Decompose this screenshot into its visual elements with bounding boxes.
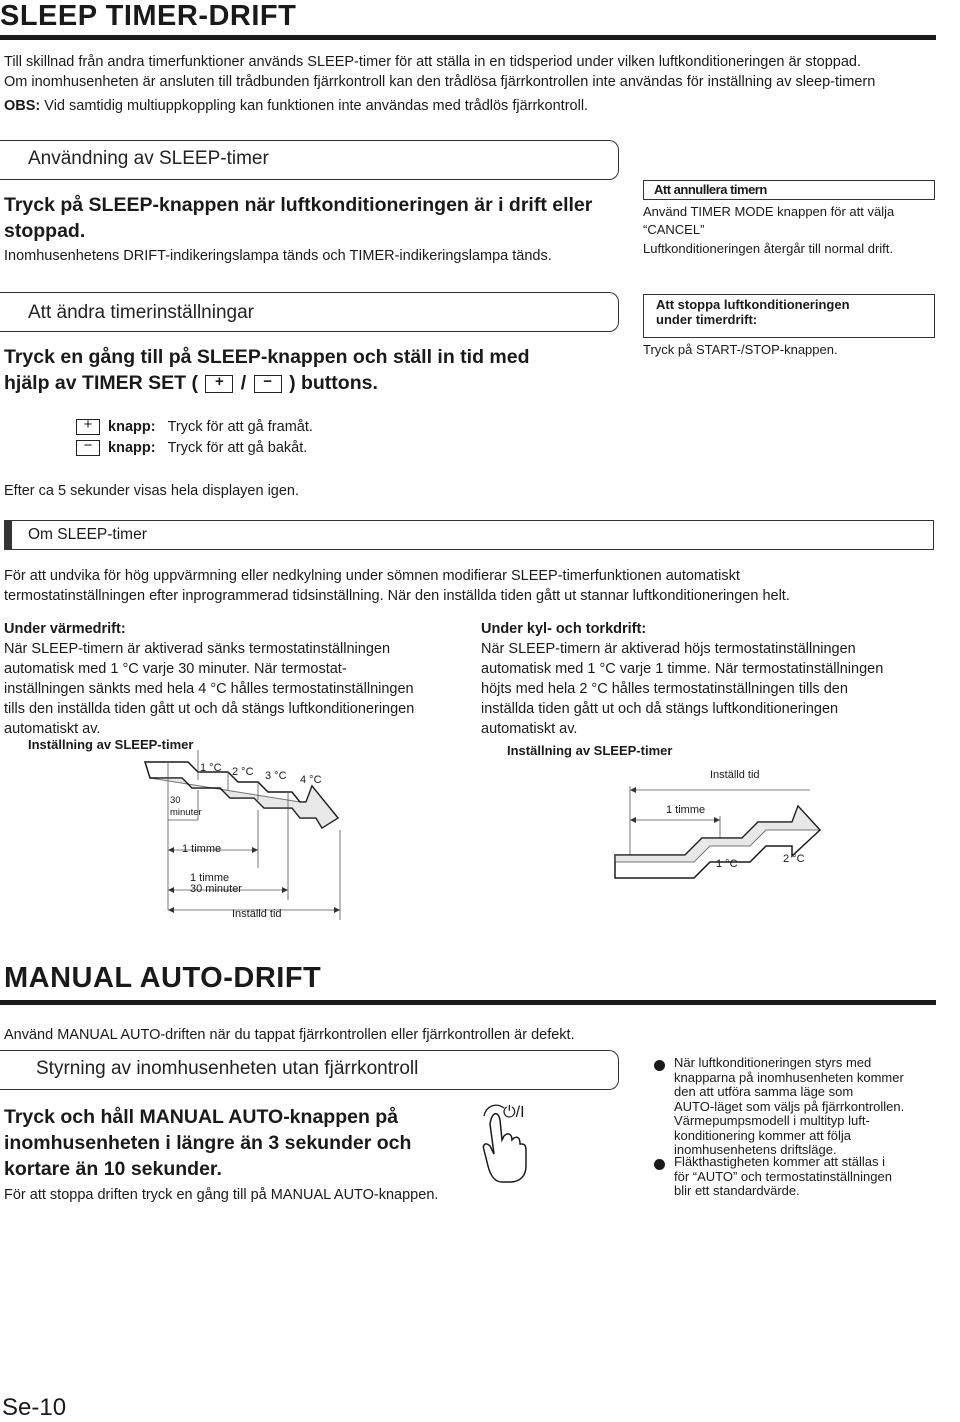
intro-line-2: Om inomhusenheten är ansluten till trådbunden fjärrkontroll kan den trådlösa fjärrkontrollen inte användas för inställning av sleep-timern (4, 74, 876, 90)
manual-instruction (4, 1104, 474, 1182)
bullet-line: Fläkthastigheten kommer att ställas i (674, 1154, 885, 1169)
power-button-icon: ⏻/I (503, 1104, 525, 1121)
usage-title: Användning av SLEEP-timer (28, 148, 269, 169)
change-instruction-1: Tryck en gång till på SLEEP-knappen och ställ in tid med (4, 346, 530, 368)
change-instruction-2b: / (240, 372, 247, 394)
cool-title: Under kyl- och torkdrift: (481, 621, 647, 637)
bullet-line: knapparna på inomhusenheten kommer (674, 1069, 904, 1085)
about-text-2: termostatinställningen efter inprogrammerad tidsinställning. När den inställda tiden gått ut stannar luftkonditioneringen helt. (4, 588, 790, 604)
bullet-line: Värmepumpsmodell i multityp luft- (674, 1113, 870, 1128)
bullet-icon (654, 1159, 665, 1170)
minus-key-desc: Tryck för att gå bakåt. (167, 440, 308, 456)
heat-30min-unit: minuter (170, 807, 202, 818)
manual-stop-text: För att stoppa driften tryck en gång till på MANUAL AUTO-knappen. (4, 1187, 439, 1203)
change-instruction-2c: ) buttons. (289, 372, 378, 394)
manual-instruction-line: inomhusenheten i längre än 3 sekunder och (4, 1132, 412, 1154)
heat-diagram-title: Inställning av SLEEP-timer (28, 737, 194, 752)
cool-line: inställda tiden gått ut och då stängs luftkonditioneringen (481, 701, 839, 717)
heat-text (4, 639, 474, 739)
obs-label: OBS: (4, 98, 41, 114)
stop-title-1: Att stoppa luftkonditioneringen (656, 297, 850, 312)
cancel-title-box (643, 180, 935, 200)
after-text: Efter ca 5 sekunder visas hela displayen igen. (4, 483, 300, 499)
heat-1h30-a: 1 timme (190, 872, 230, 884)
heat-temp-2: 2 °C (232, 766, 254, 778)
bullet-line: för “AUTO” och termostatinställningen (674, 1168, 892, 1184)
heat-line: När SLEEP-timern är aktiverad sänks termostatinställningen (4, 641, 391, 657)
heat-line: automatisk med 1 °C varje 30 minuter. När termostat- (4, 661, 347, 677)
about-text-1: För att undvika för hög uppvärmning eller nedkylning under sömnen modifierar SLEEP-timerfunktionen automatiskt (4, 568, 740, 584)
change-instruction-2 (4, 370, 378, 396)
cool-diagram-title: Inställning av SLEEP-timer (507, 743, 673, 758)
heat-1h30-b: 30 minuter (190, 883, 242, 895)
manual-bullet-1 (674, 1056, 904, 1158)
bullet-icon (654, 1060, 665, 1071)
heat-line: automatiskt av. (4, 721, 101, 737)
minus-key-row (76, 438, 307, 458)
cool-line: När SLEEP-timern är aktiverad höjs termostatinställningen (481, 641, 856, 657)
page-title: SLEEP TIMER-DRIFT (0, 0, 297, 32)
plus-key-icon: + (76, 419, 100, 435)
heat-30min (170, 795, 202, 819)
heat-1h30 (190, 873, 242, 895)
manual-box-title: Styrning av inomhusenheten utan fjärrkontroll (36, 1058, 419, 1079)
heat-line: tills den inställda tiden gått ut och då stängs luftkonditioneringen (4, 701, 415, 717)
page-number: Se-10 (2, 1394, 67, 1421)
bullet-line: konditionering kommer att följa (674, 1127, 852, 1143)
manual-instruction-line: Tryck och håll MANUAL AUTO-knappen på (4, 1106, 399, 1128)
heat-30min-num: 30 (170, 795, 181, 806)
cool-temp-1: 1 °C (716, 858, 738, 870)
cool-1h: 1 timme (666, 804, 706, 816)
minus-key-icon: − (254, 375, 282, 393)
plus-key-desc: Tryck för att gå framåt. (167, 419, 313, 435)
usage-instruction: Tryck på SLEEP-knappen när luftkonditioneringen är i drift eller stoppad. (4, 194, 593, 242)
intro-line-1: Till skillnad från andra timerfunktioner används SLEEP-timer för att ställa in en tidsperiod under vilken luftkonditioneringen är stoppad. (4, 54, 862, 70)
cool-set-time: Inställd tid (710, 769, 760, 781)
plus-key-label: knapp: (108, 419, 156, 435)
plus-key-row (76, 417, 313, 437)
manual-title: MANUAL AUTO-DRIFT (4, 962, 322, 994)
cancel-text-2: Luftkonditioneringen återgår till normal drift. (643, 241, 894, 256)
stop-text: Tryck på START-/STOP-knappen. (643, 342, 838, 357)
stop-title-2: under timerdrift: (656, 312, 758, 327)
plus-key-icon: + (205, 375, 233, 393)
obs-text: Vid samtidig multiuppkoppling kan funktionen inte användas med trådlös fjärrkontroll. (44, 98, 589, 114)
bullet-line: När luftkonditioneringen styrs med (674, 1055, 872, 1070)
bullet-line: den att utföra samma läge som (674, 1084, 854, 1099)
cancel-text-1: Använd TIMER MODE knappen för att välja “CANCEL” (643, 204, 895, 237)
manual-instruction-line: kortare än 10 sekunder. (4, 1158, 222, 1180)
change-title: Att ändra timerinställningar (28, 302, 254, 323)
cool-line: höjts med hela 2 °C hålles termostatinställningen tills den (481, 681, 848, 697)
heat-set-time: Inställd tid (232, 908, 282, 920)
heat-1h: 1 timme (182, 843, 222, 855)
cool-line: automatisk med 1 °C varje 1 timme. När termostatinställningen (481, 661, 884, 677)
manual-bullet-2 (674, 1155, 892, 1199)
bullet-line: inomhusenhetens driftsläge. (674, 1142, 837, 1157)
heat-line: inställningen sänkts med hela 4 °C hålles termostatinställningen (4, 681, 414, 697)
cool-temp-2: 2 °C (783, 853, 805, 865)
manual-title-rule (0, 1000, 936, 1005)
heat-temp-4: 4 °C (300, 774, 322, 786)
cool-line: automatiskt av. (481, 721, 578, 737)
about-title: Om SLEEP-timer (28, 526, 147, 543)
cool-text (481, 639, 951, 739)
cancel-title: Att annullera timern (654, 182, 767, 197)
minus-key-label: knapp: (108, 440, 156, 456)
change-instruction-2a: hjälp av TIMER SET ( (4, 372, 198, 394)
usage-note: Inomhusenhetens DRIFT-indikeringslampa tänds och TIMER-indikeringslampa tänds. (4, 248, 552, 264)
manual-intro: Använd MANUAL AUTO-driften när du tappat fjärrkontrollen eller fjärrkontrollen är defekt. (4, 1027, 575, 1043)
bullet-line: AUTO-läget som väljs på fjärrkontrollen. (674, 1098, 905, 1114)
heat-temp-1: 1 °C (200, 762, 222, 774)
stop-title-box (643, 294, 935, 338)
minus-key-icon: − (76, 440, 100, 456)
bullet-line: blir ett standardvärde. (674, 1183, 800, 1198)
heat-temp-3: 3 °C (265, 770, 287, 782)
title-rule (0, 35, 936, 40)
heat-title: Under värmedrift: (4, 621, 126, 637)
obs-note (4, 96, 904, 116)
